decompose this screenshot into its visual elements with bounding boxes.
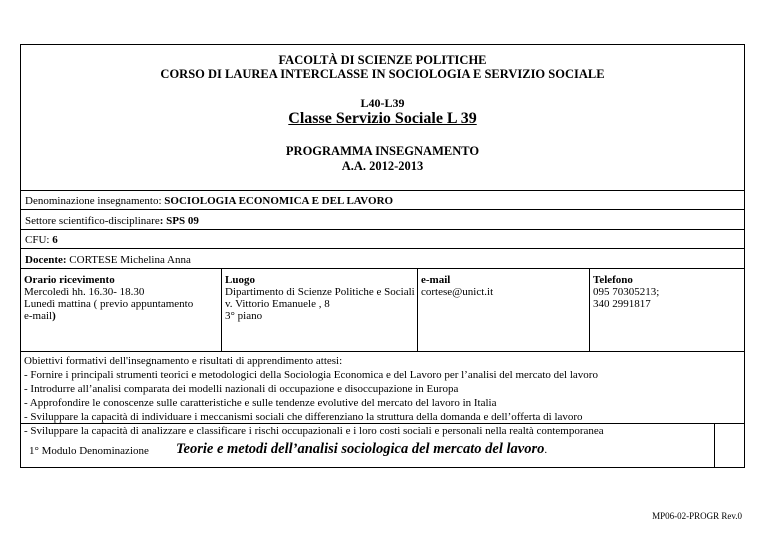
contact-row xyxy=(21,269,744,352)
sector-value: : SPS 09 xyxy=(159,215,199,227)
class-name: Classe Servizio Sociale L 39 xyxy=(288,110,477,127)
course-title: CORSO DI LAUREA INTERCLASSE IN SOCIOLOGIA E SERVIZIO SOCIALE xyxy=(160,67,605,81)
course-name-field xyxy=(25,194,393,208)
phone-line: 340 2991817 xyxy=(593,298,651,310)
place-line: v. Vittorio Emanuele , 8 xyxy=(225,298,330,310)
office-hours-cell xyxy=(21,269,221,351)
place-line: Dipartimento di Scienze Politiche e Sociali xyxy=(225,286,415,298)
office-hours-close-paren: ) xyxy=(52,310,56,322)
place-line: 3° piano xyxy=(225,310,263,322)
course-name-row xyxy=(21,191,744,210)
program-title: PROGRAMMA INSEGNAMENTO xyxy=(285,144,480,158)
place-title: Luogo xyxy=(225,274,255,286)
teacher-value: CORTESE Michelina Anna xyxy=(66,254,191,266)
course-name-label: Denominazione insegnamento: xyxy=(25,195,165,207)
office-hours-line xyxy=(24,310,193,322)
phone-line: 095 70305213; xyxy=(593,286,660,298)
objective-item: - Introdurre all’analisi comparata dei modelli nazionali di occupazione e disoccupazione in Europa xyxy=(24,383,459,395)
class-code: L40-L39 xyxy=(360,96,405,110)
academic-year: A.A. 2012-2013 xyxy=(341,159,424,173)
module-divider xyxy=(714,424,715,468)
objectives-title: Obiettivi formativi dell'insegnamento e risultati di apprendimento attesi: xyxy=(24,355,343,367)
cfu-row xyxy=(21,230,744,249)
module-title xyxy=(176,441,547,458)
place-cell xyxy=(221,269,417,351)
teacher-row xyxy=(21,249,744,269)
program-table xyxy=(20,44,745,468)
email-cell xyxy=(417,269,589,351)
document-code: MP06-02-PROGR Rev.0 xyxy=(652,511,742,521)
sector-label: Settore scientifico-disciplinare xyxy=(25,215,160,227)
sector-row xyxy=(21,210,744,230)
objective-item: - Fornire i principali strumenti teorici e metodologici della Sociologia Economica e del Lavoro per l’analisi del mercato del lavoro xyxy=(24,369,598,381)
office-hours-line: Lunedì mattina ( previo appuntamento xyxy=(24,298,194,310)
office-hours xyxy=(24,274,193,322)
email-title: e-mail xyxy=(421,274,451,286)
email xyxy=(421,274,493,298)
phone xyxy=(593,274,659,310)
module-label: 1° Modulo Denominazione xyxy=(29,445,149,457)
cfu-field xyxy=(25,233,58,247)
course-name-value: SOCIOLOGIA ECONOMICA E DEL LAVORO xyxy=(164,195,394,207)
module-row xyxy=(21,424,744,468)
office-hours-line: Mercoledì hh. 16.30- 18.30 xyxy=(24,286,145,298)
module-title-period: . xyxy=(544,444,548,456)
cfu-label: CFU: xyxy=(25,234,50,246)
objective-item: - Sviluppare la capacità di analizzare e classificare i rischi occupazionali e i loro costi sociali e personali nella realtà contemporanea xyxy=(24,425,604,437)
email-value: cortese@unict.it xyxy=(421,286,494,298)
objective-item: - Approfondire le conoscenze sulle caratteristiche e sulle tendenze evolutive del mercato del lavoro in Italia xyxy=(24,397,497,409)
cfu-value: 6 xyxy=(49,234,58,246)
place xyxy=(225,274,415,322)
phone-cell xyxy=(589,269,746,351)
objective-item: - Sviluppare la capacità di individuare i meccanismi sociali che differenziano la struttura della domanda e dell’offerta di lavoro xyxy=(24,411,583,423)
teacher-field xyxy=(25,253,191,267)
document-header xyxy=(21,45,744,191)
sector-field xyxy=(25,214,199,228)
office-hours-title: Orario ricevimento xyxy=(24,274,115,286)
module-title-text: Teorie e metodi dell’analisi sociologica del mercato del lavoro xyxy=(176,441,545,457)
office-hours-email-text: e-mail xyxy=(24,310,53,322)
phone-title: Telefono xyxy=(593,274,633,286)
teacher-label: Docente: xyxy=(25,254,67,266)
faculty-title: FACOLTÀ DI SCIENZE POLITICHE xyxy=(278,53,487,67)
objectives-row xyxy=(21,352,744,437)
